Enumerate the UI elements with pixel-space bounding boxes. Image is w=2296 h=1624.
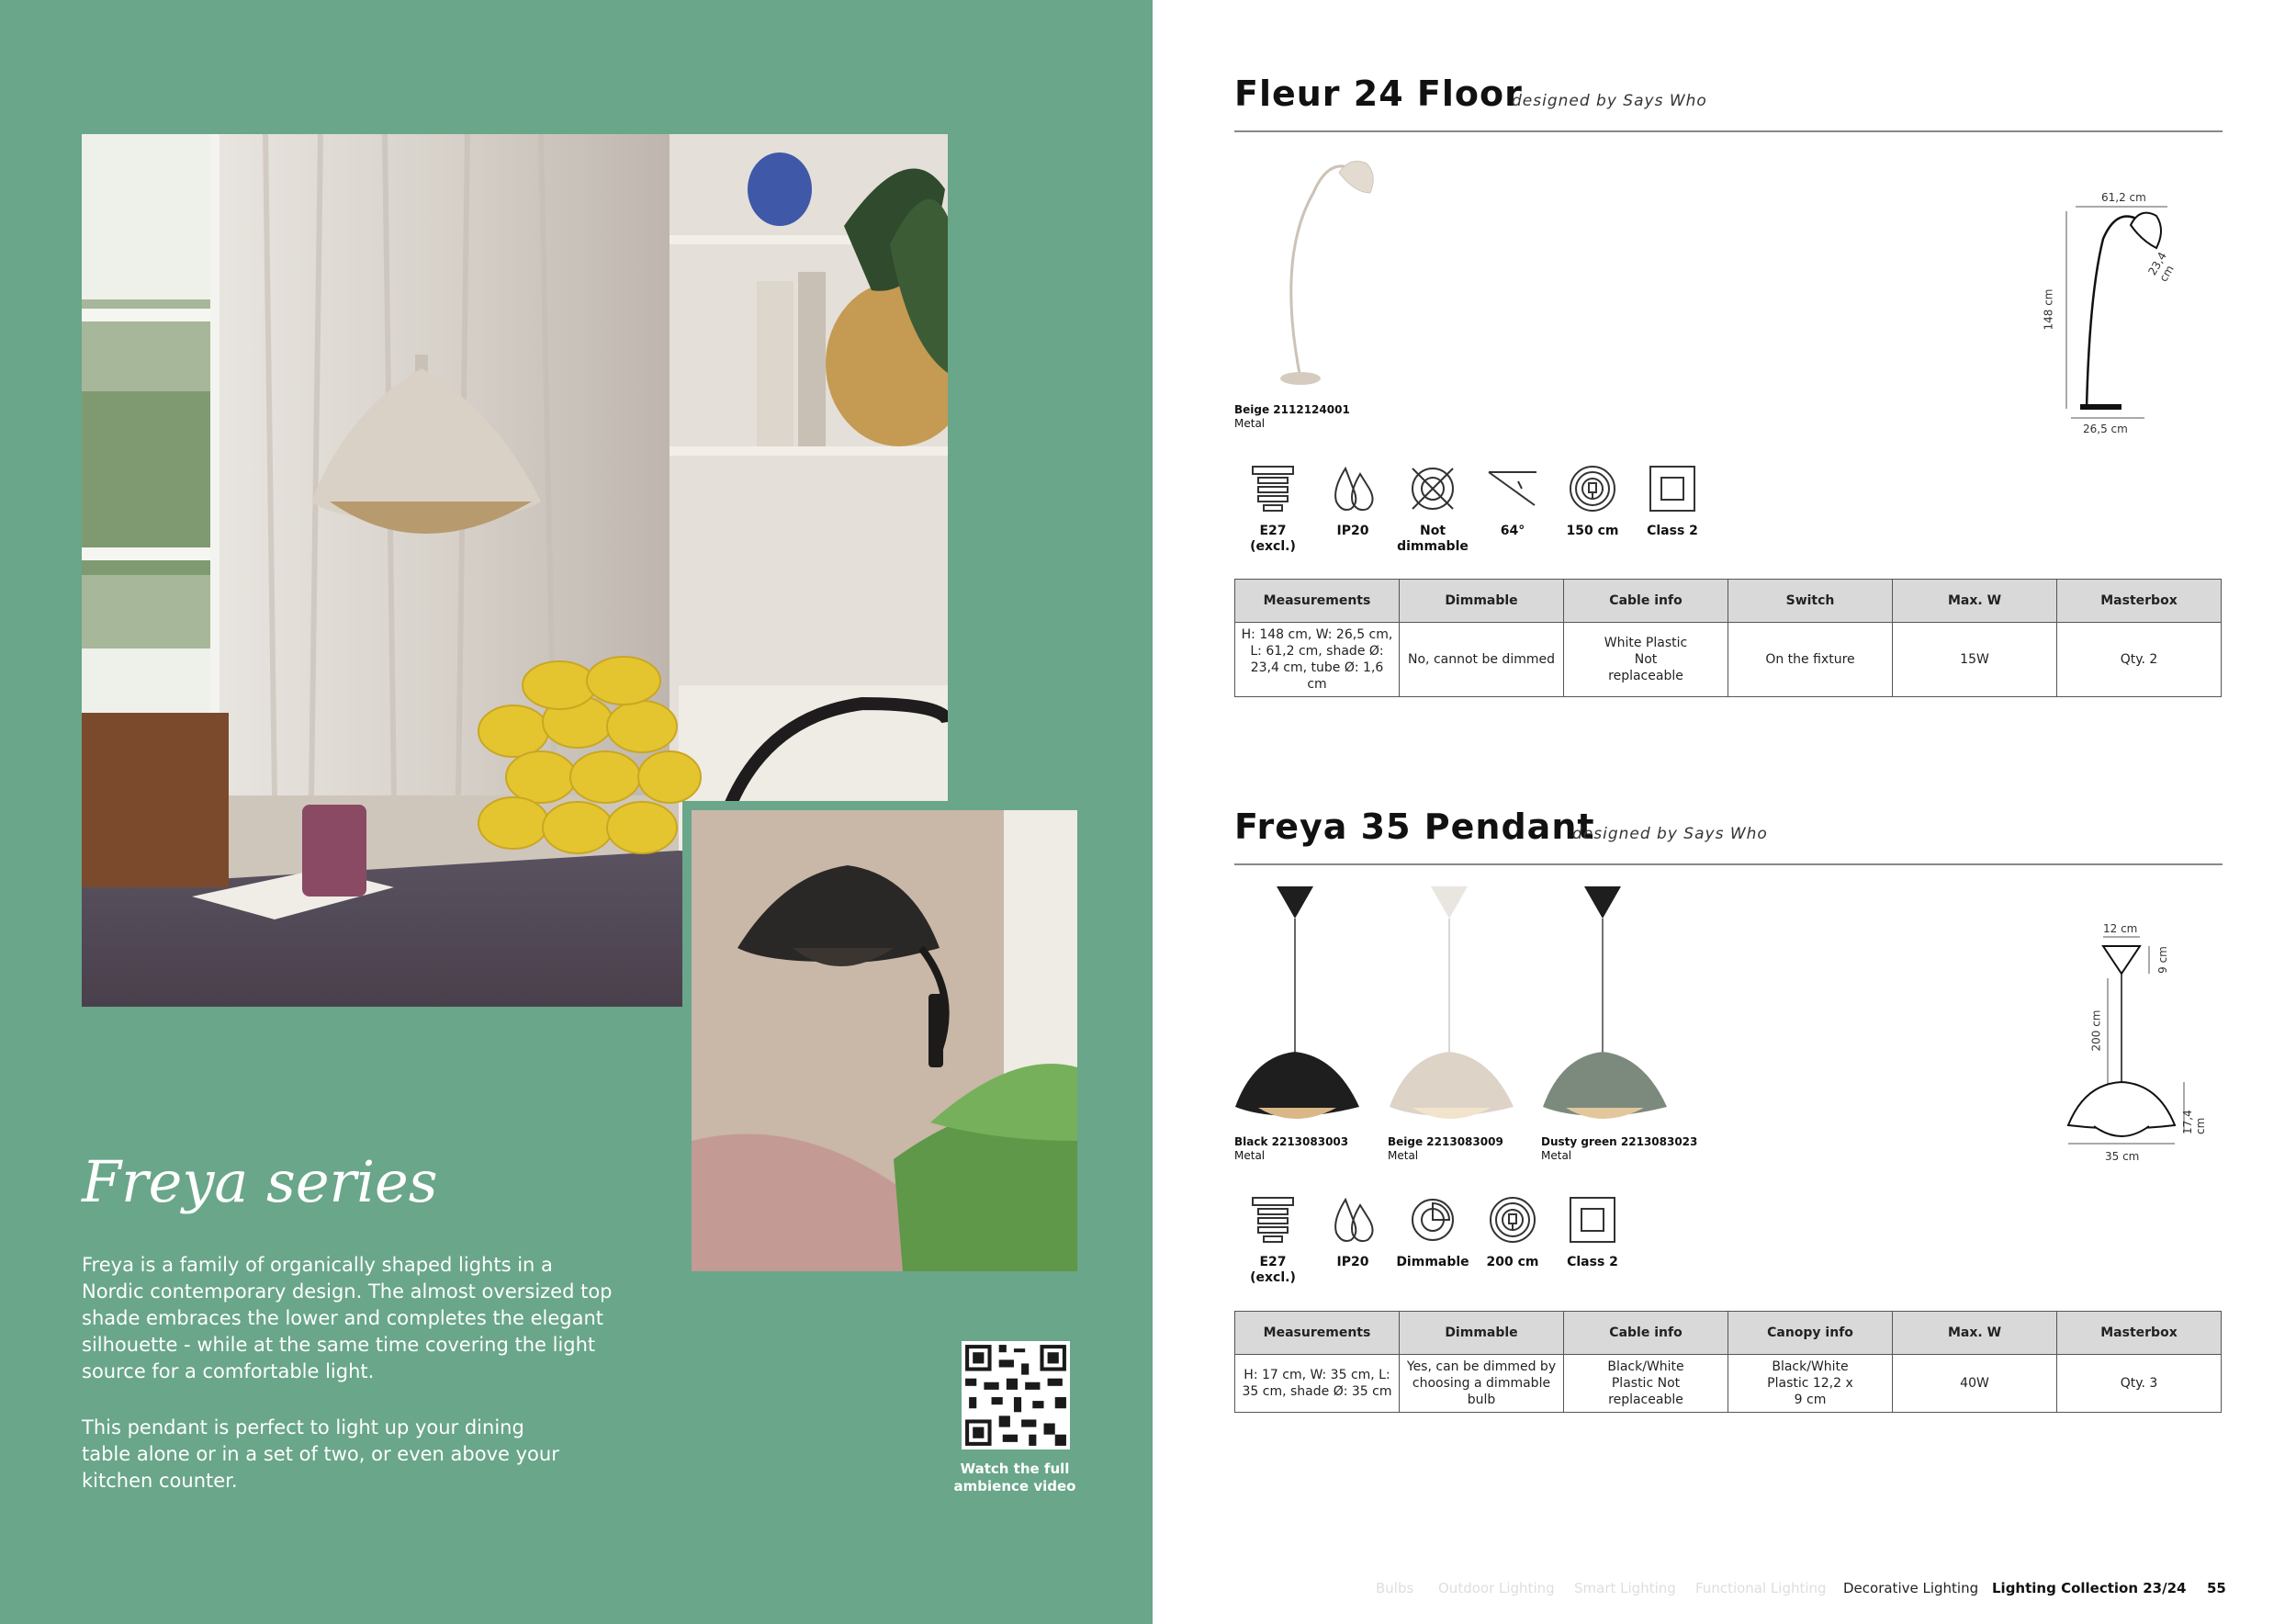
freya-spec-ip-label: IP20 xyxy=(1336,1255,1369,1269)
freya-dimension-drawing xyxy=(2057,919,2213,1167)
qr-caption: Watch the full ambience video xyxy=(953,1460,1076,1494)
footer-nav-functional[interactable]: Functional Lighting xyxy=(1695,1580,1827,1596)
freya-td-5: Qty. 3 xyxy=(2057,1355,2222,1413)
freya-variant-black-label: Black 2213083003 xyxy=(1234,1135,1349,1148)
freya-title: Freya 35 Pendant xyxy=(1234,806,1595,847)
fleur-td-2: White Plastic Not replaceable xyxy=(1564,623,1728,697)
fleur-dim-top: 61,2 cm xyxy=(2101,191,2146,204)
freya-green-image xyxy=(1543,886,1667,1119)
bulb-socket-icon xyxy=(1245,1192,1300,1247)
fleur-spec-class-label: Class 2 xyxy=(1647,524,1698,538)
fleur-td-0: H: 148 cm, W: 26,5 cm, L: 61,2 cm, shade Ø: 23,4 cm, tube Ø: 1,6 cm xyxy=(1235,623,1400,697)
freya-td-4: 40W xyxy=(1893,1355,2057,1413)
fleur-dimension-drawing xyxy=(2042,184,2186,435)
freya-designer: designed by Says Who xyxy=(1572,825,1768,843)
fleur-spec-ip xyxy=(1316,461,1390,539)
freya-dim-shade-h: 17,4 cm xyxy=(2181,1110,2207,1134)
fleur-td-5: Qty. 2 xyxy=(2057,623,2222,697)
fleur-spec-cable xyxy=(1556,461,1629,539)
fleur-spec-ip-label: IP20 xyxy=(1336,524,1369,538)
fleur-title: Fleur 24 Floor xyxy=(1234,73,1523,114)
footer-page-number: 55 xyxy=(2207,1580,2226,1596)
freya-td-2: Black/White Plastic Not replaceable xyxy=(1564,1355,1728,1413)
fleur-spec-angle xyxy=(1476,461,1549,539)
fleur-product-image xyxy=(1240,147,1387,390)
fleur-th-1: Dimmable xyxy=(1400,580,1564,623)
not-dimmable-icon xyxy=(1405,461,1460,516)
fleur-dim-base: 26,5 cm xyxy=(2083,423,2128,435)
angle-icon xyxy=(1485,461,1540,516)
fleur-spec-cable-label: 150 cm xyxy=(1566,524,1619,538)
freya-th-3: Canopy info xyxy=(1728,1312,1893,1355)
freya-th-4: Max. W xyxy=(1893,1312,2057,1355)
fleur-spec-socket xyxy=(1236,461,1310,555)
footer-nav-bulbs[interactable]: Bulbs xyxy=(1376,1580,1414,1596)
bulb-socket-icon xyxy=(1245,461,1300,516)
description-paragraph-1: Freya is a family of organically shaped lights in a Nordic contemporary design. The almost oversized top shade embraces the lower and completes the elegant silhouette - while at the same time covering the light source for a comfortable light. xyxy=(82,1254,613,1382)
fleur-dim-shade: 23,4 cm xyxy=(2145,250,2177,285)
freya-td-3: Black/White Plastic 12,2 x 9 cm xyxy=(1728,1355,1893,1413)
fleur-th-4: Max. W xyxy=(1893,580,2057,623)
freya-td-1: Yes, can be dimmed by choosing a dimmable bulb xyxy=(1400,1355,1564,1413)
fleur-dim-height: 148 cm xyxy=(2042,288,2055,331)
freya-dim-cable: 200 cm xyxy=(2089,1009,2103,1052)
freya-spec-class xyxy=(1556,1192,1629,1270)
freya-spec-socket-label: E27 (excl.) xyxy=(1250,1255,1296,1285)
freya-variant-green-material: Metal xyxy=(1541,1149,1572,1162)
fleur-spec-table xyxy=(1234,579,2222,697)
freya-spec-dimmable-label: Dimmable xyxy=(1396,1255,1469,1269)
freya-variant-black xyxy=(1234,1135,1348,1163)
fleur-spec-dimmable-label: Not dimmable xyxy=(1397,524,1469,554)
freya-spec-ip xyxy=(1316,1192,1390,1270)
freya-spec-cable xyxy=(1476,1192,1549,1270)
freya-variant-beige-material: Metal xyxy=(1388,1149,1419,1162)
fleur-spec-angle-label: 64° xyxy=(1500,524,1525,538)
freya-black-image xyxy=(1235,886,1359,1119)
fleur-th-5: Masterbox xyxy=(2057,580,2222,623)
fleur-td-1: No, cannot be dimmed xyxy=(1400,623,1564,697)
class2-icon xyxy=(1565,1192,1620,1247)
fleur-td-4: 15W xyxy=(1893,623,2057,697)
fleur-variant-material: Metal xyxy=(1234,417,1266,430)
freya-spec-dimmable xyxy=(1396,1192,1469,1270)
freya-dim-canopy-h: 9 cm xyxy=(2155,946,2169,974)
qr-code[interactable] xyxy=(962,1341,1070,1449)
fleur-spec-dimmable xyxy=(1396,461,1469,555)
fleur-spec-class xyxy=(1636,461,1709,539)
fleur-td-3: On the fixture xyxy=(1728,623,1893,697)
fleur-th-3: Switch xyxy=(1728,580,1893,623)
series-title: Freya series xyxy=(82,1148,438,1215)
fleur-spec-socket-label: E27 (excl.) xyxy=(1250,524,1296,554)
fleur-th-2: Cable info xyxy=(1564,580,1728,623)
cable-icon xyxy=(1565,461,1620,516)
freya-dim-canopy-w: 12 cm xyxy=(2103,922,2138,935)
wall-lamp-photo xyxy=(682,801,1086,1280)
description-paragraph-2: This pendant is perfect to light up your dining table alone or in a set of two, or even above your kitchen counter. xyxy=(82,1416,559,1492)
freya-spec-class-label: Class 2 xyxy=(1567,1255,1618,1269)
fleur-divider xyxy=(1234,130,2223,132)
freya-variant-green-label: Dusty green 2213083023 xyxy=(1541,1135,1698,1148)
dimmable-icon xyxy=(1405,1192,1460,1247)
footer-nav-decorative[interactable]: Decorative Lighting xyxy=(1843,1580,1979,1596)
footer-nav-smart[interactable]: Smart Lighting xyxy=(1574,1580,1676,1596)
freya-th-2: Cable info xyxy=(1564,1312,1728,1355)
footer-collection: Lighting Collection 23/24 xyxy=(1992,1580,2187,1596)
freya-variant-black-material: Metal xyxy=(1234,1149,1266,1162)
freya-variant-green xyxy=(1541,1135,1697,1163)
freya-variant-beige-label: Beige 2213083009 xyxy=(1388,1135,1503,1148)
freya-th-0: Measurements xyxy=(1235,1312,1400,1355)
freya-spec-table xyxy=(1234,1311,2222,1413)
freya-th-5: Masterbox xyxy=(2057,1312,2222,1355)
class2-icon xyxy=(1645,461,1700,516)
freya-product-images xyxy=(1231,882,1699,1121)
freya-divider xyxy=(1234,863,2223,865)
ip-drops-icon xyxy=(1325,461,1380,516)
fleur-th-0: Measurements xyxy=(1235,580,1400,623)
fleur-designer: designed by Says Who xyxy=(1512,92,1707,110)
freya-th-1: Dimmable xyxy=(1400,1312,1564,1355)
ip-drops-icon xyxy=(1325,1192,1380,1247)
freya-td-0: H: 17 cm, W: 35 cm, L: 35 cm, shade Ø: 35 cm xyxy=(1235,1355,1400,1413)
freya-spec-cable-label: 200 cm xyxy=(1486,1255,1539,1269)
freya-beige-image xyxy=(1390,886,1514,1119)
fleur-variant-label: Beige 2112124001 xyxy=(1234,403,1350,416)
freya-spec-socket xyxy=(1236,1192,1310,1286)
footer-nav-outdoor[interactable]: Outdoor Lighting xyxy=(1438,1580,1555,1596)
freya-dim-shade-w: 35 cm xyxy=(2105,1150,2140,1163)
freya-variant-beige xyxy=(1388,1135,1503,1163)
fleur-variant xyxy=(1234,403,1350,431)
cable-icon xyxy=(1485,1192,1540,1247)
